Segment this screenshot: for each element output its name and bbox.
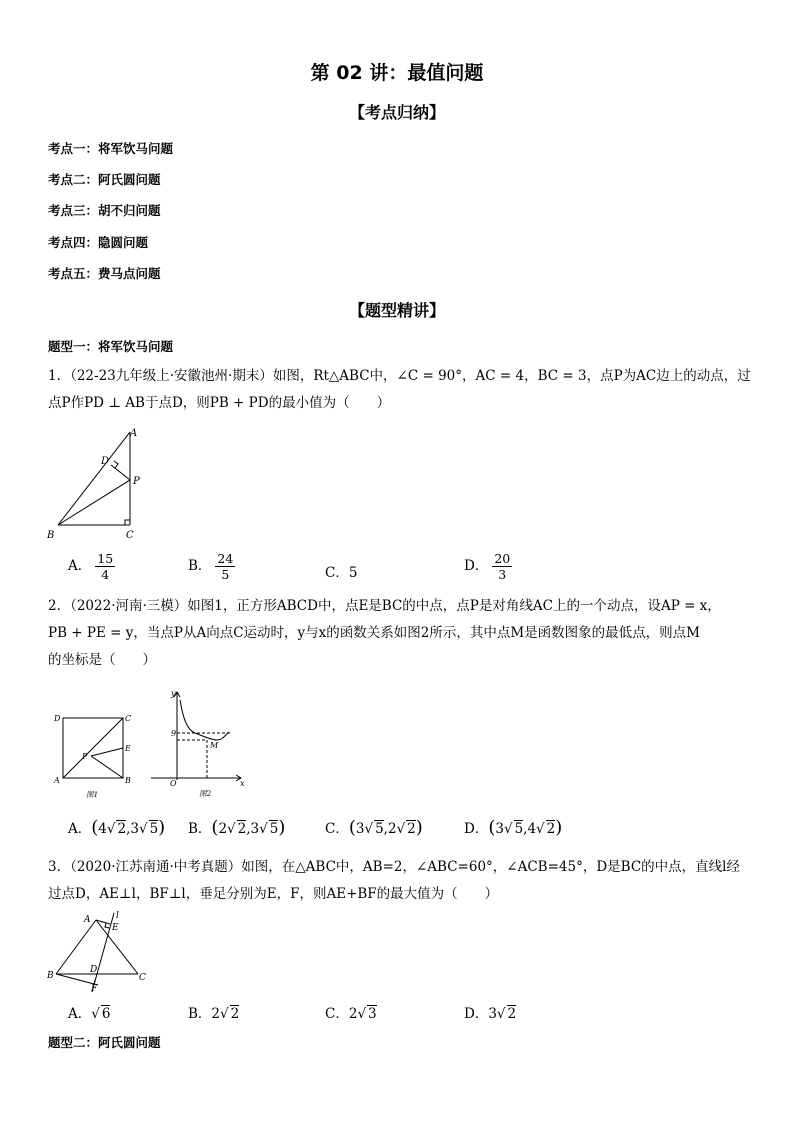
radicand: 2: [237, 821, 247, 837]
fig1-label-a: A: [130, 428, 138, 439]
question-3-figure: [44, 910, 154, 995]
denominator: 3: [498, 567, 507, 582]
question-type-heading: 题型一：将军饮马问题: [48, 339, 174, 354]
tri-label-e: E: [112, 923, 119, 933]
question-2-line-2: PB + PE = y，当点P从A向点C运动时，y与x的函数关系如图2所示，其中点M是函数图象的最低点，则点M: [48, 625, 700, 641]
question-3-line-1: 3．（2020·江苏南通·中考真题）如图，在△ABC中，AB=2，∠ABC=60°，∠ACB=45°，D是BC的中点，直线l经: [48, 859, 740, 875]
radicand: 2: [507, 1006, 517, 1022]
coef: 2: [387, 821, 397, 837]
radicand: 5: [375, 821, 384, 837]
option-letter: A．: [68, 1006, 92, 1022]
axis-label-o: O: [170, 779, 177, 788]
radicand: 2: [407, 821, 416, 837]
tri-label-a: A: [84, 915, 91, 925]
option-letter: D．: [464, 821, 489, 837]
kaodian-item: 考点三：胡不归问题: [48, 203, 161, 218]
question-1-figure: [44, 424, 154, 544]
sq-label-d: D: [54, 714, 61, 723]
q2-option-a[interactable]: A．(4√ 2,3√ 5): [68, 817, 166, 838]
question-2-figure-2: [143, 688, 248, 800]
radicand: 6: [101, 1006, 111, 1022]
radicand: 2: [117, 821, 127, 837]
sq-label-e: E: [125, 744, 131, 753]
option-letter: B．: [188, 821, 212, 837]
question-1-text: [48, 363, 753, 417]
sq-label-a: A: [54, 776, 60, 785]
fig1-label-p: P: [133, 476, 140, 487]
fig1-caption: 图1: [86, 790, 99, 799]
question-3-text: [48, 854, 753, 908]
section-heading-kaodian: 【考点归纳】: [348, 103, 445, 122]
section-heading-tixing: 【题型精讲】: [348, 301, 445, 320]
coef: 2: [218, 821, 228, 837]
axis-label-y: y: [171, 689, 176, 698]
option-letter: B．: [188, 558, 212, 574]
question-1-line-2: 点P作PD ⊥ AB于点D，则PB + PD的最小值为（ ）: [48, 395, 391, 411]
axis-label-x: x: [240, 779, 245, 788]
fraction: [215, 551, 235, 582]
option-letter: C．: [325, 821, 349, 837]
q3-option-c[interactable]: C．2√ 3: [325, 1006, 377, 1022]
fig1-label-b: B: [47, 530, 55, 541]
radicand: 5: [149, 821, 159, 837]
q3-option-a[interactable]: A．√ 6: [68, 1006, 111, 1022]
radicand: 2: [230, 1006, 240, 1022]
coef: 3: [495, 821, 504, 837]
coef: 4: [527, 821, 537, 837]
option-letter: A．: [68, 821, 92, 837]
coef: 3: [488, 1006, 497, 1022]
tri-label-b: B: [47, 971, 54, 981]
option-value: 5: [348, 565, 358, 581]
page-title: 第 02 讲：最值问题: [310, 62, 484, 84]
coef: 3: [250, 821, 260, 837]
fig1-label-c: C: [126, 530, 134, 541]
question-2-text: [48, 593, 753, 674]
kaodian-item: 考点一：将军饮马问题: [48, 141, 174, 156]
kaodian-item: 考点四：隐圆问题: [48, 235, 149, 250]
tri-label-c: C: [139, 973, 146, 983]
q2-option-d[interactable]: D．(3√ 5,4√ 2): [464, 817, 563, 838]
fig2-caption: 图2: [199, 789, 212, 798]
q3-option-d[interactable]: D．3√ 2: [464, 1006, 517, 1022]
option-letter: C．: [325, 1006, 349, 1022]
coef: 2: [211, 1006, 221, 1022]
q1-option-d[interactable]: [464, 551, 512, 582]
tri-label-l: l: [116, 911, 119, 921]
option-letter: D．: [464, 558, 489, 574]
q2-option-c[interactable]: C．(3√ 5,2√ 2): [325, 817, 423, 838]
q1-option-b[interactable]: [188, 551, 235, 582]
kaodian-item: 考点五：费马点问题: [48, 266, 161, 281]
q3-option-b[interactable]: B．2√ 2: [188, 1006, 240, 1022]
sq-label-b: B: [125, 776, 131, 785]
coef: 2: [348, 1006, 358, 1022]
question-type-heading: 题型二：阿氏圆问题: [48, 1035, 161, 1050]
q1-option-c[interactable]: [325, 561, 357, 581]
tri-label-d: D: [90, 965, 98, 975]
option-letter: B．: [188, 1006, 212, 1022]
coef: 4: [98, 821, 107, 837]
radicand: 5: [269, 821, 279, 837]
coef: 3: [355, 821, 365, 837]
q2-option-b[interactable]: B．(2√ 2,3√ 5): [188, 817, 286, 838]
radicand: 2: [546, 821, 556, 837]
numerator: 15: [97, 551, 114, 566]
denominator: 5: [221, 567, 230, 582]
sq-label-c: C: [125, 714, 132, 723]
radicand: 3: [368, 1006, 377, 1022]
option-letter: D．: [464, 1006, 489, 1022]
tick-label-9: 9: [171, 729, 177, 738]
sq-label-p: P: [82, 752, 88, 761]
q1-option-a[interactable]: [68, 551, 115, 582]
coef: 3: [130, 821, 139, 837]
numerator: 20: [494, 551, 511, 566]
option-letter: C．: [325, 565, 349, 581]
fraction: [492, 551, 512, 582]
fraction: [95, 551, 115, 582]
radicand: 5: [514, 821, 524, 837]
question-2-line-1: 2．（2022·河南·三模）如图1，正方形ABCD中，点E是BC的中点，点P是对角线AC上的一个动点，设AP = x，: [48, 598, 721, 614]
question-2-figure-1: [48, 708, 143, 800]
tri-label-f: F: [91, 984, 98, 994]
question-3-line-2: 过点D，AE⊥l，BF⊥l，垂足分别为E，F，则AE+BF的最大值为（ ）: [48, 886, 499, 902]
fig1-label-d: D: [101, 456, 110, 467]
question-2-line-3: 的坐标是（ ）: [48, 652, 156, 668]
question-1-line-1: 1．（22-23九年级上·安徽池州·期末）如图，Rt△ABC中，∠C = 90°，AC = 4，BC = 3，点P为AC边上的动点，过: [48, 368, 751, 384]
point-label-m: M: [210, 741, 219, 750]
kaodian-item: 考点二：阿氏圆问题: [48, 172, 161, 187]
denominator: 4: [101, 567, 110, 582]
numerator: 24: [217, 551, 234, 566]
option-letter: A．: [68, 558, 92, 574]
